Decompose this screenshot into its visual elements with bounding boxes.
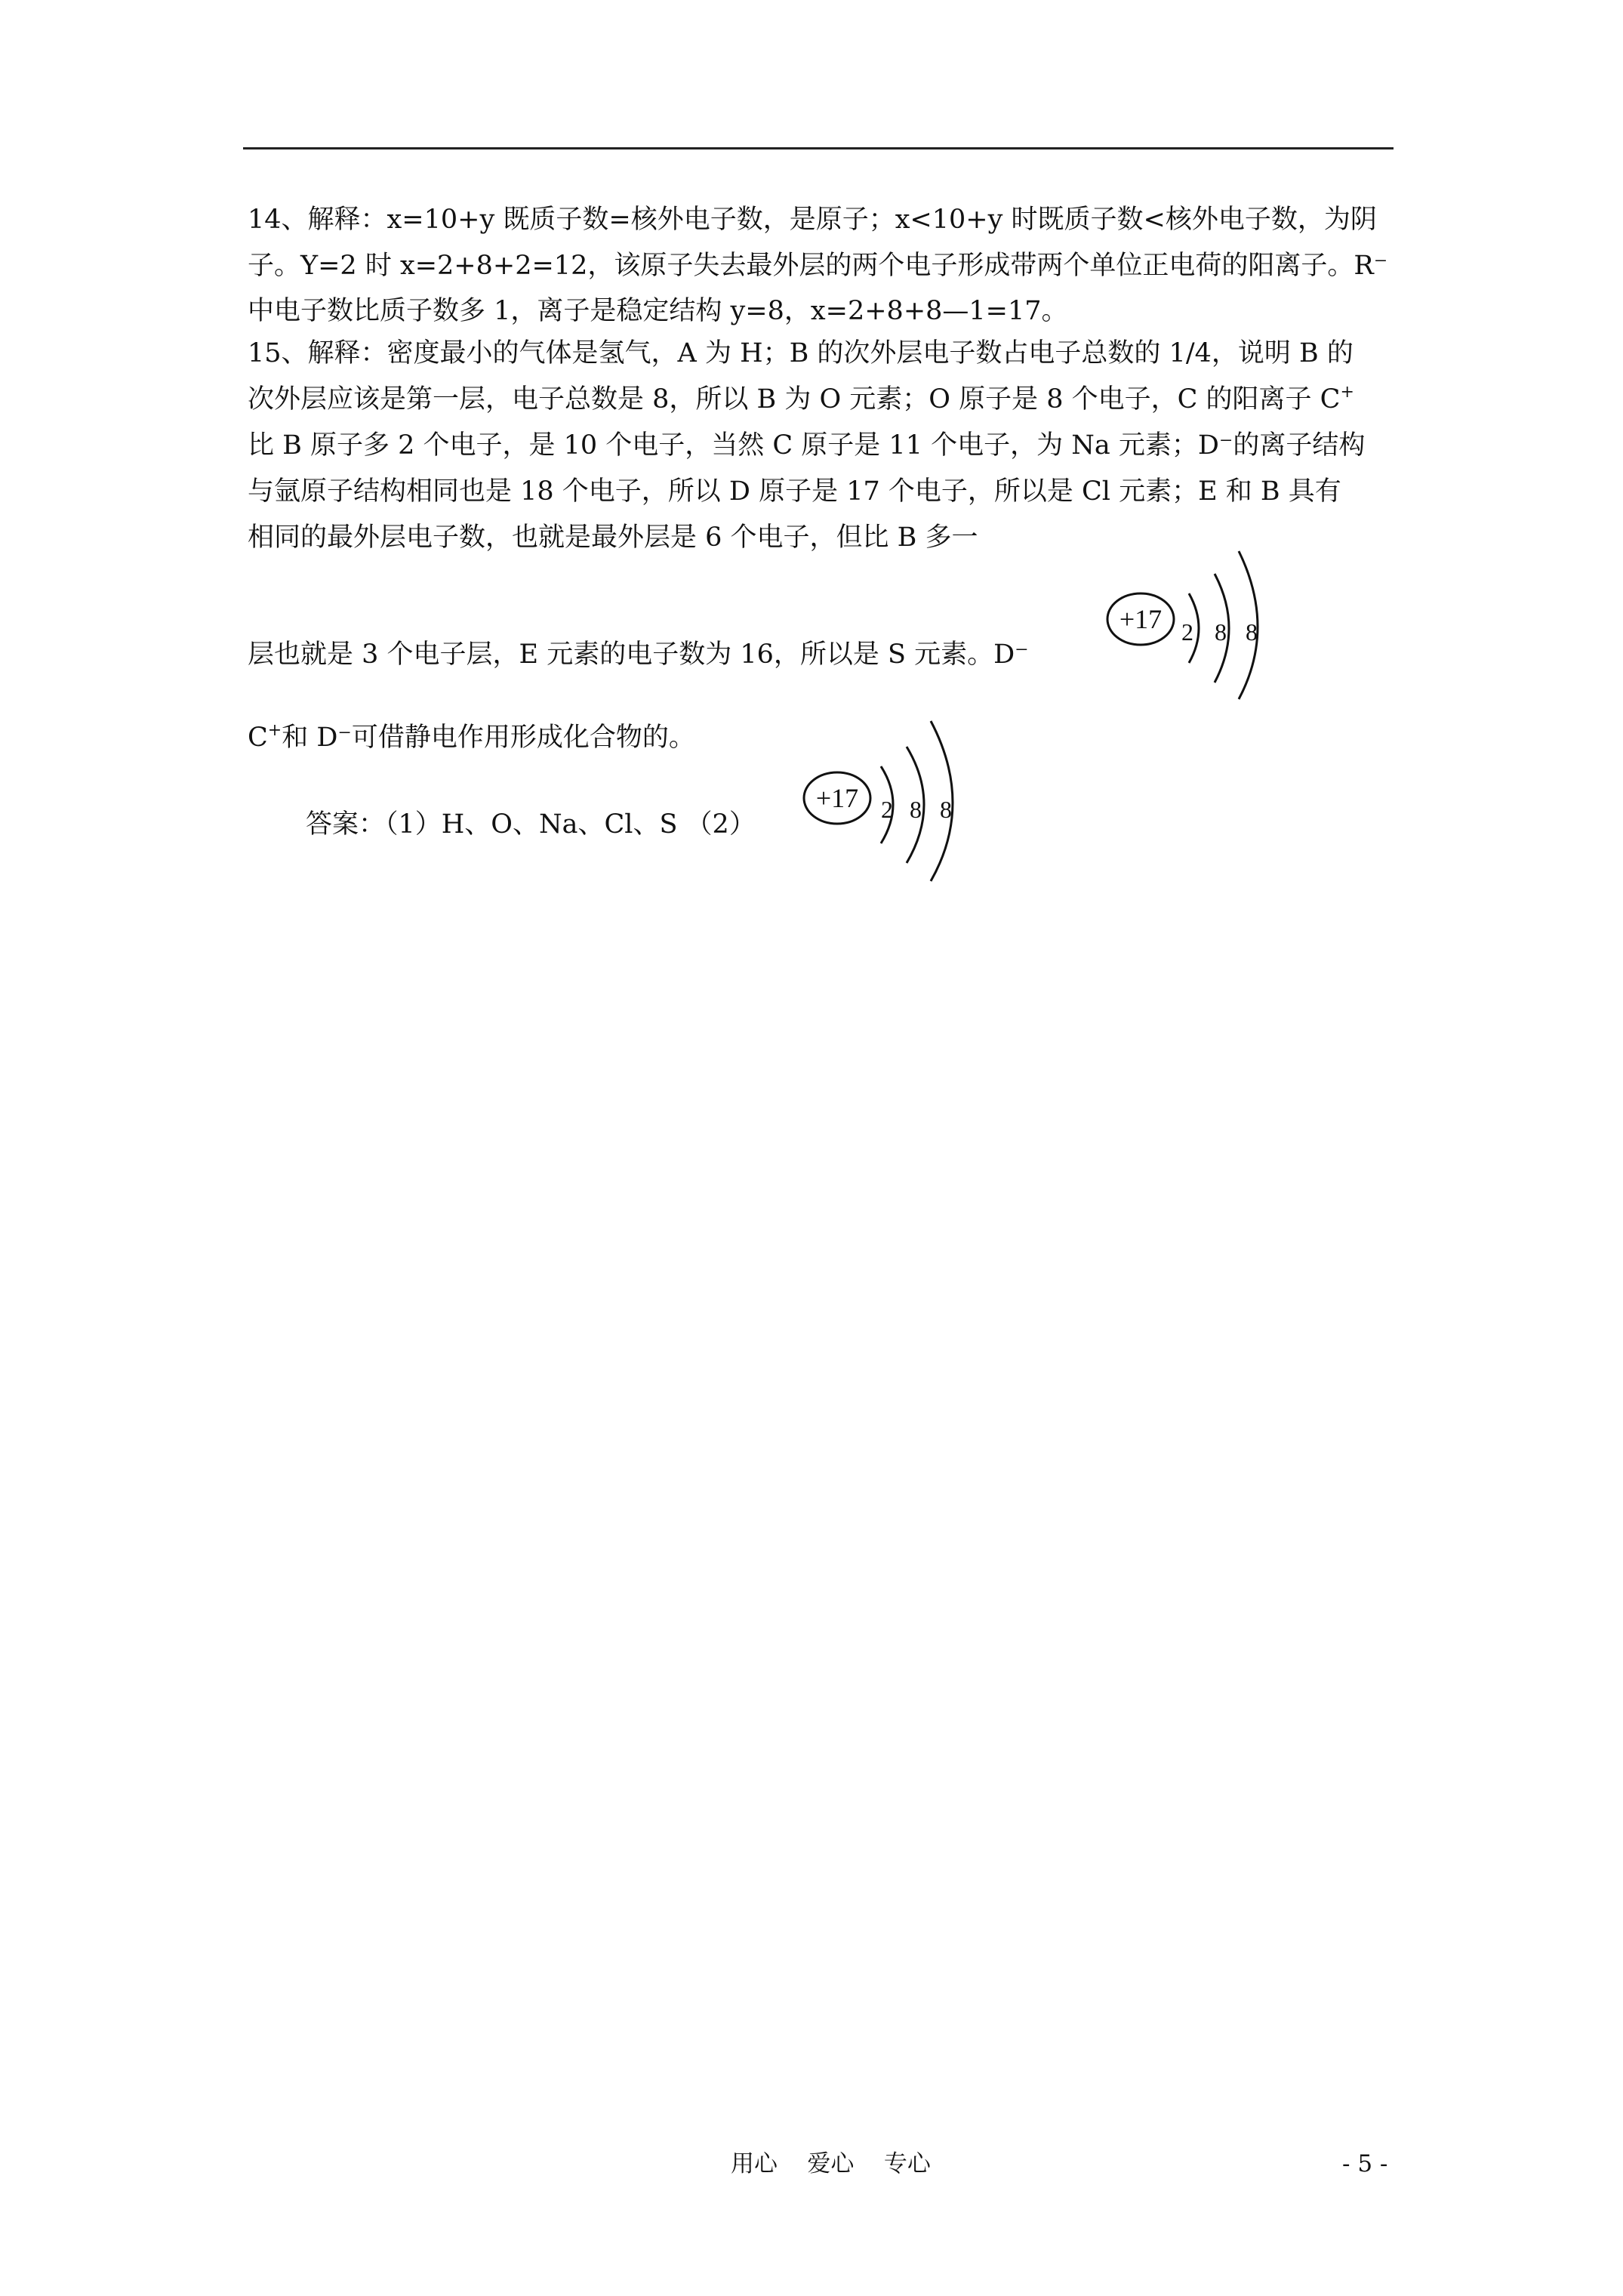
p14-line-1: 14、解释：x=10+y 既质子数=核外电子数，是原子；x<10+y 时既质子数<核外电子数，为阴 — [248, 205, 1377, 235]
page-number: - 5 - — [1342, 2150, 1388, 2177]
shell-electron-count: 2 — [1181, 618, 1193, 646]
shell-electron-count: 8 — [1215, 618, 1227, 646]
shell-electron-count: 8 — [940, 796, 952, 823]
shell-electron-count: 8 — [910, 796, 922, 823]
atom-structure-diagram-2 — [796, 713, 978, 883]
p15-line-4: 与氩原子结构相同也是 18 个电子，所以 D 原子是 17 个电子，所以是 Cl 元素；E 和 B 具有 — [248, 476, 1341, 507]
p15-line-3: 比 B 原子多 2 个电子，是 10 个电子，当然 C 原子是 11 个电子，为 Na 元素；D⁻的离子结构 — [248, 430, 1366, 461]
p15-line-2-text: 次外层应该是第一层，电子总数是 8，所以 B 为 O 元素；O 原子是 8 个电子，C 的阳离子 C — [248, 384, 1341, 415]
answer-line: 答案：（1）H、O、Na、Cl、S （2） — [306, 809, 756, 840]
superscript-plus: + — [1340, 383, 1354, 402]
p15-line-1: 15、解释：密度最小的气体是氢气，A 为 H；B 的次外层电子数占电子总数的 1/4，说明 B 的 — [248, 338, 1354, 368]
shell-electron-count: 8 — [1246, 618, 1258, 646]
shell-electron-count: 2 — [881, 796, 893, 823]
p15-line-7 — [248, 723, 695, 753]
nucleus-charge: +17 — [815, 783, 859, 813]
p15-line-2 — [248, 384, 1354, 415]
p15-line-7-c: C — [248, 723, 268, 753]
p14-line-3: 中电子数比质子数多 1，离子是稳定结构 y=8，x=2+8+8—1=17。 — [248, 296, 1068, 326]
p15-line-6: 层也就是 3 个电子层，E 元素的电子数为 16，所以是 S 元素。D⁻ — [248, 639, 1029, 670]
p15-line-7-rest: 和 D⁻可借静电作用形成化合物的。 — [282, 723, 695, 753]
p15-line-5: 相同的最外层电子数，也就是最外层是 6 个电子，但比 B 多一 — [248, 522, 978, 553]
atom-structure-diagram-1 — [1098, 544, 1280, 702]
superscript-plus: + — [267, 721, 282, 740]
nucleus-charge: +17 — [1119, 604, 1163, 634]
footer-motto: 用心 爱心 专心 — [731, 2150, 931, 2177]
p14-line-2: 子。Y=2 时 x=2+8+2=12，该原子失去最外层的两个电子形成带两个单位正电荷的阳离子。R⁻ — [248, 251, 1388, 281]
header-rule — [243, 147, 1394, 149]
